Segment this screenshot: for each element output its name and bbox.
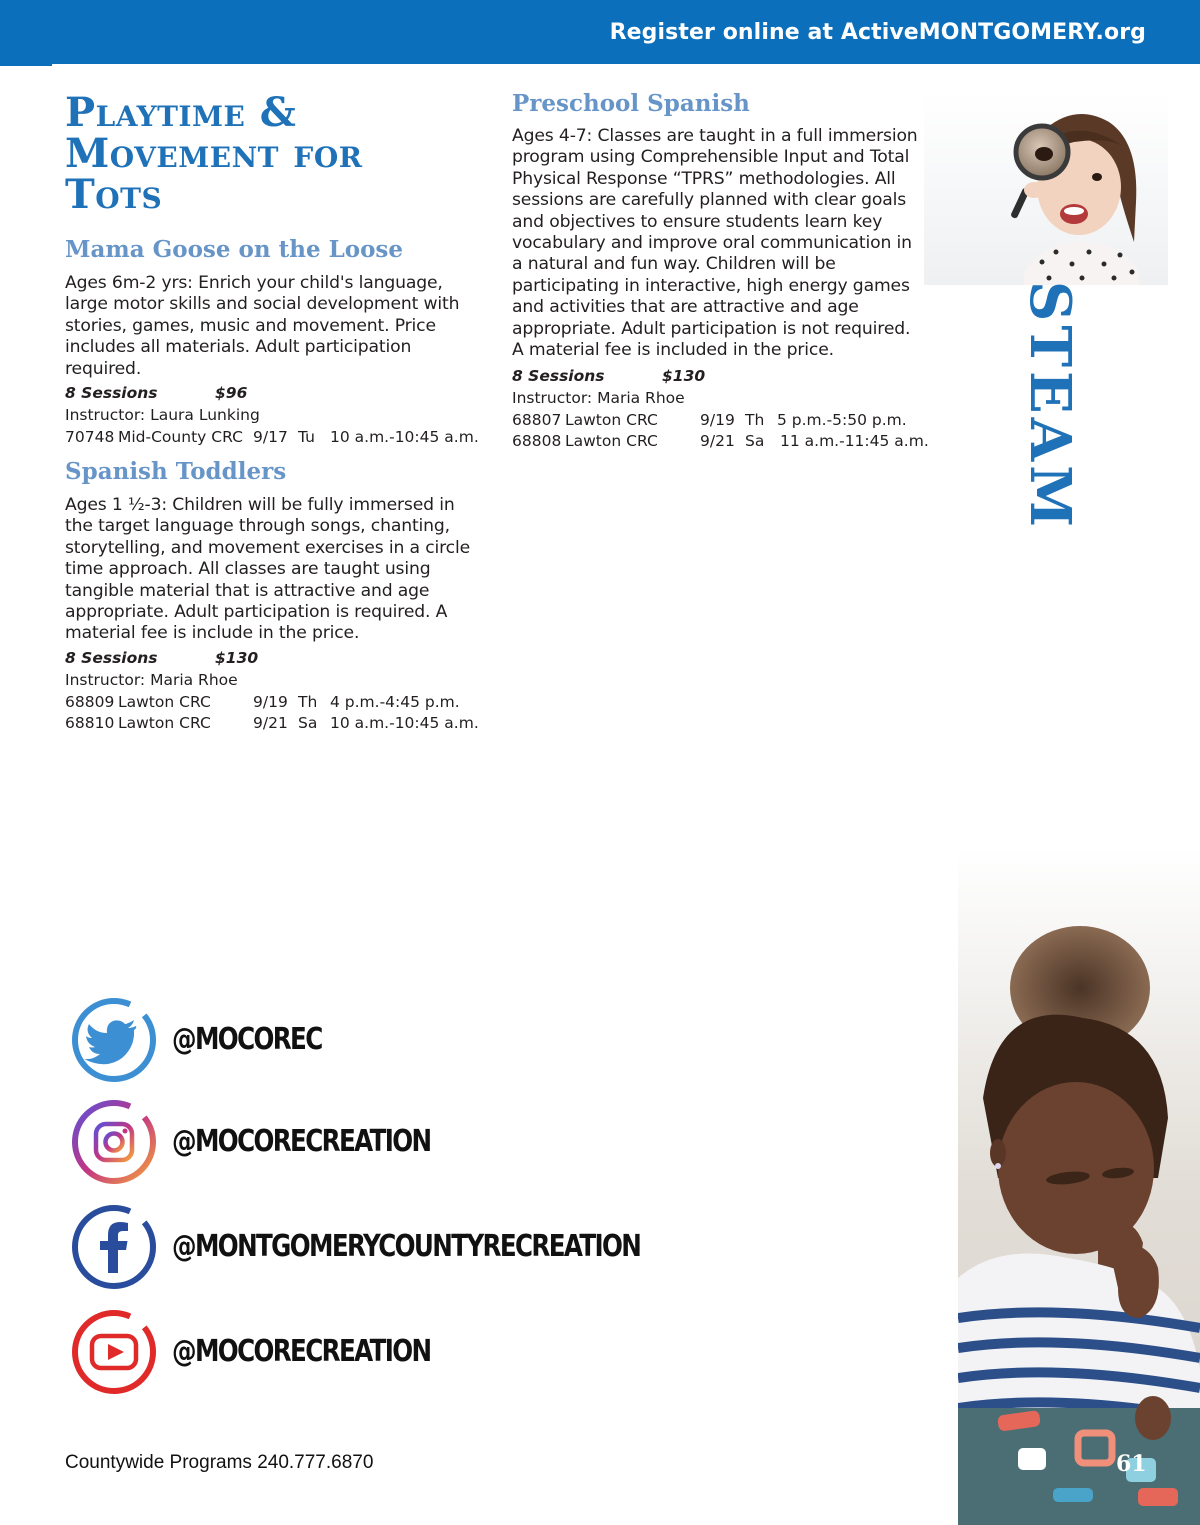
location: Lawton CRC <box>565 410 658 429</box>
twitter-handle[interactable]: @MOCOREC <box>172 1022 322 1057</box>
time: 4 p.m.-4:45 p.m. <box>330 692 460 711</box>
sessions-row <box>65 648 259 670</box>
instructor: Instructor: Laura Lunking <box>65 405 260 424</box>
day: Tu <box>298 427 315 446</box>
instagram-icon <box>66 1094 162 1190</box>
day: Th <box>298 692 318 711</box>
course-code[interactable]: 68808 <box>512 432 562 451</box>
sessions-count: 8 Sessions <box>65 384 158 402</box>
steam-side-tab <box>1010 280 1090 532</box>
sessions-row <box>512 366 706 388</box>
sessions-count: 8 Sessions <box>65 649 158 667</box>
instagram-handle[interactable]: @MOCORECREATION <box>172 1124 431 1159</box>
course-code[interactable]: 70748 <box>65 427 115 446</box>
date: 9/21 <box>253 714 288 733</box>
price: $96 <box>215 384 248 402</box>
section-title-line-3: Tots <box>65 171 163 218</box>
twitter-icon <box>66 992 162 1088</box>
schedule-row <box>65 427 479 449</box>
sessions-row <box>65 383 260 405</box>
program-title: Preschool Spanish <box>512 90 750 117</box>
photo-girl-playing-letters-illustration <box>958 848 1200 1525</box>
youtube-handle[interactable]: @MOCORECREATION <box>172 1334 431 1369</box>
day: Sa <box>298 714 318 733</box>
register-link[interactable]: Register online at ActiveMONTGOMERY.org <box>609 20 1146 45</box>
steam-label: STEAM <box>1017 280 1083 532</box>
course-code[interactable]: 68807 <box>512 410 562 429</box>
section-title-line-2: Movement for <box>65 130 363 177</box>
schedule-row <box>65 692 460 714</box>
section-title-line-1: Playtime & <box>65 89 297 136</box>
schedule-row <box>65 713 479 735</box>
schedule-row <box>512 431 929 453</box>
program-description: Ages 4-7: Classes are taught in a full immersion program using Comprehensible Input and Total Physical Response “TPRS” methodologies. All sessions are carefully planned with clear goals and objectives to ensure students learn key vocabulary and improve oral communication in a natural and fun way. Children will be participating in interactive, high energy games and activities that are attractive and age appropriate. Adult participation is not required. A material fee is included in the price. <box>512 126 918 361</box>
page-number: 61 <box>1116 1451 1147 1477</box>
course-code[interactable]: 68810 <box>65 714 115 733</box>
instructor: Instructor: Maria Rhoe <box>65 670 238 689</box>
program-title: Spanish Toddlers <box>65 458 287 485</box>
program-details <box>65 383 479 448</box>
program-description: Ages 6m-2 yrs: Enrich your child's language, large motor skills and social development with stories, games, music and movement. Price includes all materials. Adult participation required. <box>65 273 460 379</box>
location: Mid-County CRC <box>118 427 243 446</box>
time: 10 a.m.-10:45 a.m. <box>330 427 479 446</box>
day: Sa <box>745 432 765 451</box>
location: Lawton CRC <box>118 692 211 711</box>
date: 9/19 <box>700 410 735 429</box>
youtube-icon <box>66 1304 162 1400</box>
price: $130 <box>215 649 259 667</box>
schedule-row <box>512 410 907 432</box>
header-bar-notch <box>0 62 52 66</box>
facebook-handle[interactable]: @MONTGOMERYCOUNTYRECREATION <box>172 1229 641 1264</box>
date: 9/17 <box>253 427 288 446</box>
photo-girl-magnifying-glass <box>924 92 1168 285</box>
date: 9/21 <box>700 432 735 451</box>
footer-contact: Countywide Programs 240.777.6870 <box>65 1452 374 1473</box>
location: Lawton CRC <box>118 714 211 733</box>
time: 10 a.m.-10:45 a.m. <box>330 714 479 733</box>
sessions-count: 8 Sessions <box>512 367 605 385</box>
day: Th <box>745 410 765 429</box>
program-title: Mama Goose on the Loose <box>65 236 404 263</box>
facebook-icon <box>66 1199 162 1295</box>
time: 11 a.m.-11:45 a.m. <box>780 432 929 451</box>
photo-girl-playing-letters <box>958 848 1200 1525</box>
photo-girl-magnifying-glass-illustration <box>924 92 1168 285</box>
instructor: Instructor: Maria Rhoe <box>512 388 685 407</box>
program-details <box>65 648 479 735</box>
program-description: Ages 1 ½-3: Children will be fully immersed in the target language through songs, chanting, storytelling, and movement exercises in a circle time approach. All classes are taught using tangible material that is attractive and age appropriate. Adult participation is required. A material fee is include in the price. <box>65 495 471 644</box>
course-code[interactable]: 68809 <box>65 692 115 711</box>
date: 9/19 <box>253 692 288 711</box>
section-title <box>65 89 485 218</box>
price: $130 <box>662 367 706 385</box>
location: Lawton CRC <box>565 432 658 451</box>
program-details <box>512 366 929 453</box>
time: 5 p.m.-5:50 p.m. <box>777 410 907 429</box>
